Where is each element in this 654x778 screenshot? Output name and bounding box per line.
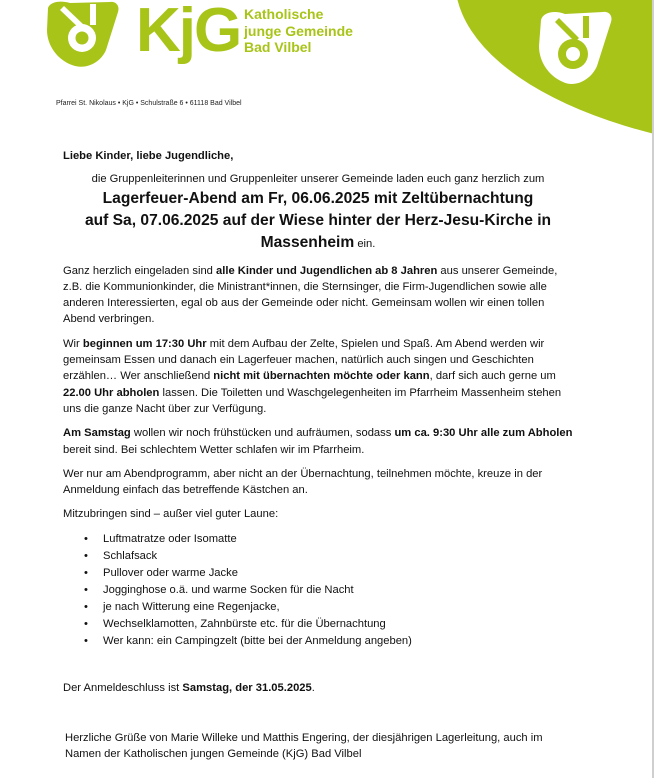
org-name — [244, 6, 353, 56]
intro-text: die Gruppenleiterinnen und Gruppenleiter unserer Gemeinde laden euch ganz herzlich zum — [91, 173, 545, 186]
letter-body — [63, 148, 573, 763]
list-item: • Pullover oder warme Jacke — [103, 565, 573, 582]
kjg-logo-icon — [44, 0, 122, 70]
registration-deadline: Der Anmeldeschluss ist Samstag, der 31.05.2025. — [63, 681, 315, 694]
org-name-line: junge Gemeinde — [244, 22, 353, 39]
closing-greeting: Herzliche Grüße von Marie Willeke und Matthis Engering, der diesjährigen Lagerleitung, auch im Namen der Katholischen jungen Gemeinde (KjG) Bad Vilbel — [65, 732, 543, 761]
headline-line: auf Sa, 07.06.2025 auf der Wiese hinter der Herz-Jesu-Kirche in — [84, 211, 552, 229]
org-name-line: Katholische — [244, 6, 324, 22]
paragraph-evening-only: Wer nur am Abendprogramm, aber nicht an der Übernachtung, teilnehmen möchte, kreuze in der Anmeldung einfach das betreffende Kästchen an. — [63, 467, 543, 497]
paragraph-invitation: Ganz herzlich eingeladen sind alle Kinder und Jugendlichen ab 8 Jahren aus unserer Gemeinde, z.B. die Kommunionkinder, die Ministrant*innen, die Sternsinger, die Firm-Jugendlichen sowie alle anderen Interessierten, egal ob aus der Gemeinde oder nicht. Gemeinsam wollen wir einen tollen Abend verbringen. — [63, 264, 558, 326]
sender-address: Pfarrei St. Nikolaus • KjG • Schulstraße 6 • 61118 Bad Vilbel — [56, 100, 242, 107]
headline-suffix: ein. — [354, 237, 376, 250]
paragraph-packing-intro: Mitzubringen sind – außer viel guter Laune: — [63, 508, 279, 521]
event-headline — [63, 188, 573, 255]
packing-list — [63, 531, 573, 650]
list-item: • Jogginghose o.ä. und warme Socken für die Nacht — [103, 582, 573, 599]
list-item: • je nach Witterung eine Regenjacke, — [103, 599, 573, 616]
list-item: • Luftmatratze oder Isomatte — [103, 531, 573, 548]
salutation: Liebe Kinder, liebe Jugendliche, — [63, 150, 234, 162]
list-item: • Schlafsack — [103, 548, 573, 565]
paragraph-schedule: Wir beginnen um 17:30 Uhr mit dem Aufbau der Zelte, Spielen und Spaß. Am Abend werden wir gemeinsam Essen und danach ein Lagerfeuer machen, natürlich auch singen und Geschichten erzählen… Wer anschließend nicht mit übernachten möchte oder kann, darf sich auch gerne um 22.00 Uhr abholen lassen. Die Toiletten und Waschgelegenheiten im Pfarrheim Massenheim stehen uns die ganze Nacht über zur Verfügung. — [63, 337, 562, 415]
list-item: • Wer kann: ein Campingzelt (bitte bei der Anmeldung angeben) — [103, 633, 573, 650]
headline-line: Massenheim — [260, 233, 355, 251]
kjg-emblem-icon — [535, 8, 615, 92]
paragraph-saturday: Am Samstag wollen wir noch frühstücken und aufräumen, sodass um ca. 9:30 Uhr alle zum Abholen bereit sind. Bei schlechtem Wetter schlafen wir im Pfarrheim. — [63, 427, 573, 456]
logo-wordmark: KjG — [136, 0, 241, 65]
headline-line: Lagerfeuer-Abend am Fr, 06.06.2025 mit Zeltübernachtung — [102, 189, 534, 207]
org-name-line: Bad Vilbel — [244, 39, 312, 55]
list-item: • Wechselklamotten, Zahnbürste etc. für die Übernachtung — [103, 616, 573, 633]
